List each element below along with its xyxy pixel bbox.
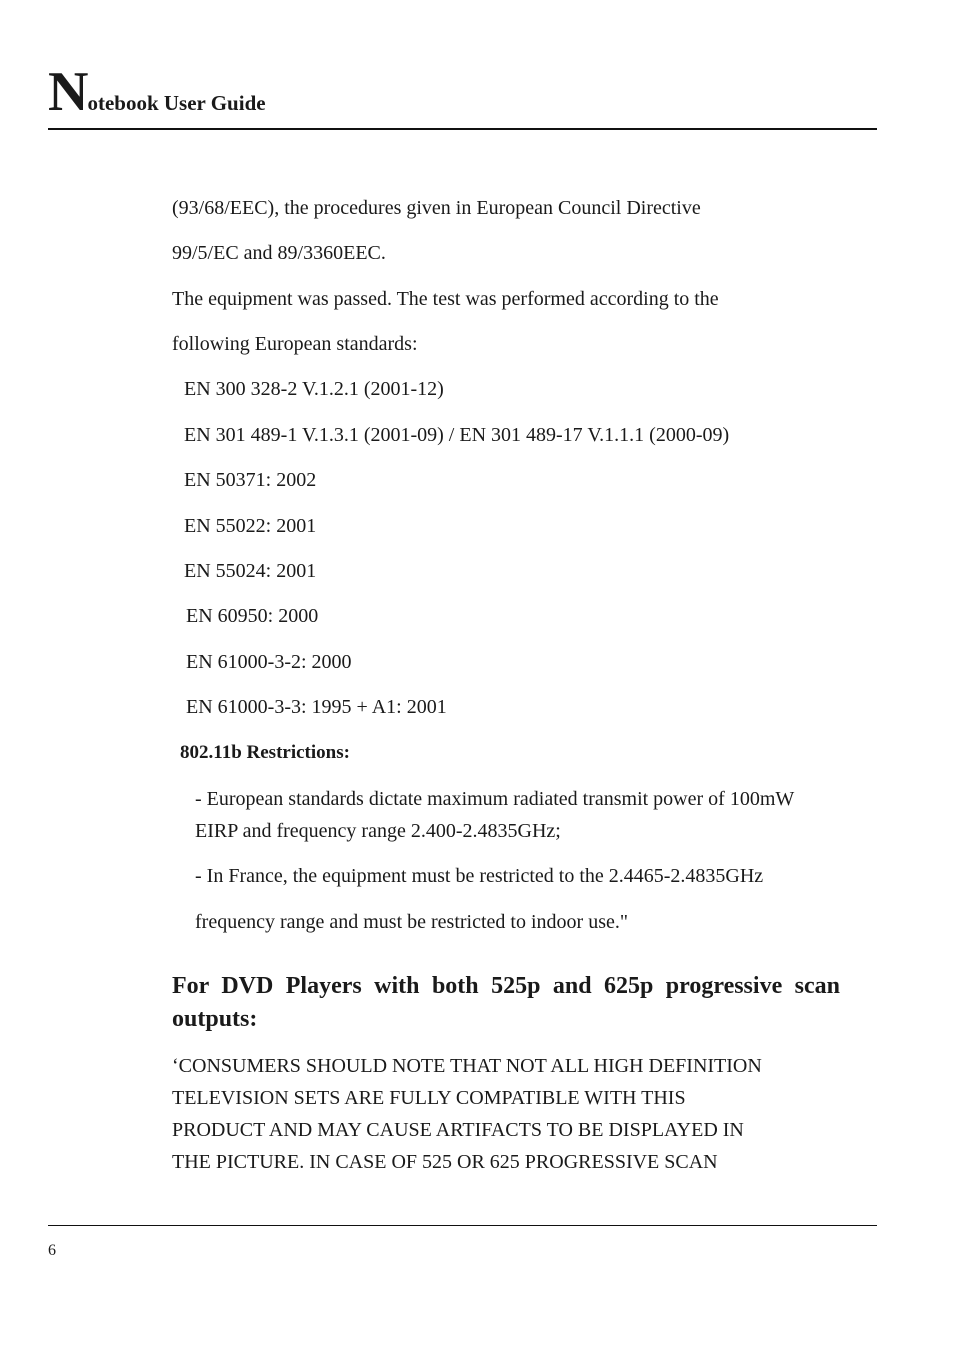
notice-line: PRODUCT AND MAY CAUSE ARTIFACTS TO BE DISPLAYED IN: [172, 1119, 744, 1141]
paragraph-line: The equipment was passed. The test was performed according to the: [172, 288, 719, 310]
paragraph-line: (93/68/EEC), the procedures given in European Council Directive: [172, 197, 701, 219]
paragraph-line: 99/5/EC and 89/3360EEC.: [172, 242, 386, 264]
standard-item: EN 300 328-2 V.1.2.1 (2001-12): [184, 378, 444, 400]
restriction-line: frequency range and must be restricted to indoor use.": [195, 911, 629, 933]
header-title: [48, 61, 266, 123]
header-rule: [48, 128, 877, 130]
notice-line: THE PICTURE. IN CASE OF 525 OR 625 PROGRESSIVE SCAN: [172, 1151, 718, 1173]
standard-item: EN 60950: 2000: [186, 605, 319, 627]
standard-item: EN 50371: 2002: [184, 469, 317, 491]
standard-item: EN 61000-3-2: 2000: [186, 651, 352, 673]
page-header: [48, 61, 877, 130]
restriction-line: - European standards dictate maximum radiated transmit power of 100mW: [195, 788, 795, 810]
restrictions-heading: 802.11b Restrictions:: [180, 742, 350, 763]
header-title-text: otebook User Guide: [87, 91, 266, 115]
footer-rule: [48, 1225, 877, 1226]
standard-item: EN 61000-3-3: 1995 + A1: 2001: [186, 696, 447, 718]
notice-line: ‘CONSUMERS SHOULD NOTE THAT NOT ALL HIGH DEFINITION: [172, 1055, 762, 1077]
restriction-line: - In France, the equipment must be restricted to the 2.4465-2.4835GHz: [195, 865, 764, 887]
header-initial: N: [48, 61, 88, 123]
page-number: 6: [48, 1242, 56, 1259]
paragraph-line: following European standards:: [172, 333, 418, 355]
consumer-notice: [172, 1050, 872, 1178]
standard-item: EN 55022: 2001: [184, 515, 317, 537]
notice-line: TELEVISION SETS ARE FULLY COMPATIBLE WITH THIS: [172, 1087, 686, 1109]
standard-item: EN 301 489-1 V.1.3.1 (2001-09) / EN 301 489-17 V.1.1.1 (2000-09): [184, 424, 730, 446]
standard-item: EN 55024: 2001: [184, 560, 317, 582]
restriction-line: EIRP and frequency range 2.400-2.4835GHz;: [195, 820, 561, 842]
dvd-section-heading: For DVD Players with both 525p and 625p progressive scan outputs:: [172, 973, 840, 1032]
